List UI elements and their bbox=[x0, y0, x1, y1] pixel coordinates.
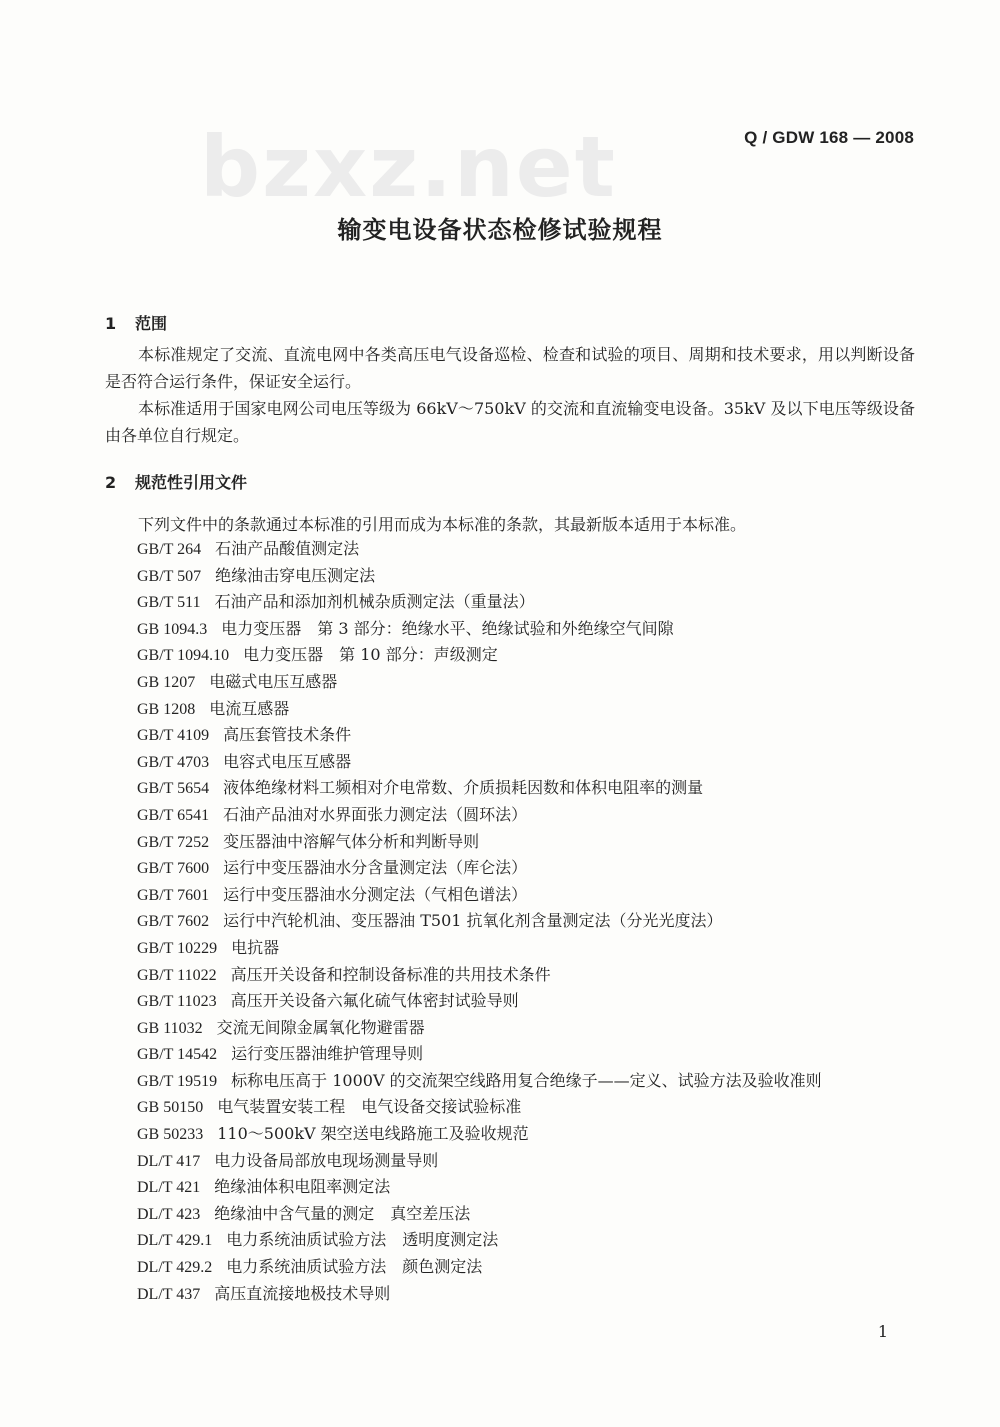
reference-code: GB/T 14542 bbox=[137, 1046, 218, 1064]
section-title: 规范性引用文件 bbox=[135, 473, 248, 492]
reference-item bbox=[137, 642, 822, 669]
reference-item bbox=[137, 1094, 822, 1121]
reference-title: 电力变压器 第 10 部分：声级测定 bbox=[243, 645, 498, 665]
reference-code: DL/T 437 bbox=[137, 1285, 201, 1303]
reference-code: GB 50233 bbox=[137, 1126, 204, 1144]
reference-item bbox=[137, 536, 822, 563]
reference-item bbox=[137, 829, 822, 856]
reference-title: 液体绝缘材料工频相对介电常数、介质损耗因数和体积电阻率的测量 bbox=[223, 778, 704, 798]
reference-item bbox=[137, 988, 822, 1015]
reference-title: 绝缘油中含气量的测定 真空差压法 bbox=[214, 1203, 471, 1223]
watermark: bzxz.net bbox=[200, 118, 617, 216]
reference-title: 高压开关设备和控制设备标准的共用技术条件 bbox=[230, 964, 551, 984]
reference-title: 石油产品酸值测定法 bbox=[215, 539, 360, 558]
reference-code: GB/T 511 bbox=[137, 594, 201, 612]
reference-title: 电流互感器 bbox=[209, 698, 290, 718]
reference-item bbox=[137, 696, 822, 723]
reference-code: GB 1208 bbox=[137, 700, 196, 718]
reference-title: 变压器油中溶解气体分析和判断导则 bbox=[223, 831, 480, 851]
reference-title: 运行中变压器油水分测定法（气相色谱法） bbox=[223, 884, 528, 904]
reference-item bbox=[137, 1068, 822, 1095]
section-1-paragraph-2: 本标准适用于国家电网公司电压等级为 66kV～750kV 的交流和直流输变电设备。35kV 及以下电压等级设备由各单位自行规定。 bbox=[105, 399, 915, 445]
reference-code: GB/T 4703 bbox=[137, 753, 210, 771]
reference-item bbox=[137, 855, 822, 882]
reference-item bbox=[137, 1174, 822, 1201]
reference-title: 电力设备局部放电现场测量导则 bbox=[214, 1150, 439, 1170]
reference-title: 标称电压高于 1000V 的交流架空线路用复合绝缘子——定义、试验方法及验收准则 bbox=[231, 1070, 822, 1090]
reference-code: GB/T 7600 bbox=[137, 860, 210, 878]
reference-code: GB/T 19519 bbox=[137, 1072, 218, 1090]
reference-title: 交流无间隙金属氧化物避雷器 bbox=[216, 1017, 425, 1037]
reference-item bbox=[137, 563, 822, 590]
reference-code: GB/T 1094.10 bbox=[137, 647, 230, 665]
reference-item bbox=[137, 908, 822, 935]
reference-code: GB/T 11023 bbox=[137, 993, 217, 1011]
reference-item bbox=[137, 589, 822, 616]
reference-code: DL/T 423 bbox=[137, 1205, 201, 1223]
reference-code: DL/T 429.2 bbox=[137, 1259, 213, 1277]
reference-item bbox=[137, 722, 822, 749]
reference-title: 运行中汽轮机油、变压器油 T501 抗氧化剂含量测定法（分光光度法） bbox=[223, 911, 723, 931]
reference-code: GB/T 7252 bbox=[137, 833, 210, 851]
reference-title: 电力变压器 第 3 部分：绝缘水平、绝缘试验和外绝缘空气间隙 bbox=[221, 618, 674, 638]
reference-title: 电气装置安装工程 电气设备交接试验标准 bbox=[217, 1097, 522, 1117]
section-2-heading bbox=[105, 470, 247, 493]
reference-item bbox=[137, 669, 822, 696]
reference-item bbox=[137, 1254, 822, 1281]
reference-item bbox=[137, 1281, 822, 1308]
reference-code: GB 1094.3 bbox=[137, 620, 208, 638]
reference-item bbox=[137, 1148, 822, 1175]
reference-code: GB/T 264 bbox=[137, 541, 202, 558]
document-title: 输变电设备状态检修试验规程 bbox=[337, 216, 663, 244]
reference-title: 电力系统油质试验方法 透明度测定法 bbox=[226, 1230, 499, 1250]
reference-title: 高压开关设备六氟化硫气体密封试验导则 bbox=[230, 991, 519, 1011]
reference-title: 高压直流接地极技术导则 bbox=[214, 1283, 391, 1303]
reference-title: 电力系统油质试验方法 颜色测定法 bbox=[226, 1257, 483, 1277]
standard-code: Q / GDW 168 — 2008 bbox=[744, 128, 914, 147]
reference-code: GB/T 10229 bbox=[137, 939, 218, 957]
reference-title: 电抗器 bbox=[231, 937, 280, 957]
reference-code: GB/T 6541 bbox=[137, 806, 210, 824]
reference-item bbox=[137, 1227, 822, 1254]
reference-title: 绝缘油体积电阻率测定法 bbox=[214, 1177, 391, 1197]
reference-item bbox=[137, 616, 822, 643]
reference-code: GB 11032 bbox=[137, 1019, 203, 1037]
section-number: 1 bbox=[105, 314, 117, 333]
reference-item bbox=[137, 882, 822, 909]
reference-code: GB/T 5654 bbox=[137, 780, 210, 798]
reference-item bbox=[137, 775, 822, 802]
reference-code: DL/T 417 bbox=[137, 1152, 201, 1170]
page-number: 1 bbox=[877, 1322, 888, 1341]
reference-title: 绝缘油击穿电压测定法 bbox=[215, 565, 376, 585]
reference-title: 运行中变压器油水分含量测定法（库仑法） bbox=[223, 858, 528, 878]
reference-item bbox=[137, 1015, 822, 1042]
reference-code: GB 50150 bbox=[137, 1099, 204, 1117]
reference-code: GB 1207 bbox=[137, 673, 196, 691]
reference-item bbox=[137, 749, 822, 776]
reference-code: GB/T 4109 bbox=[137, 727, 210, 745]
reference-title: 石油产品和添加剂机械杂质测定法（重量法） bbox=[214, 592, 535, 612]
reference-item bbox=[137, 962, 822, 989]
reference-item bbox=[137, 1041, 822, 1068]
reference-title: 110～500kV 架空送电线路施工及验收规范 bbox=[217, 1124, 529, 1144]
reference-item bbox=[137, 802, 822, 829]
references-intro: 下列文件中的条款通过本标准的引用而成为本标准的条款，其最新版本适用于本标准。 bbox=[138, 515, 747, 534]
section-1-paragraph-1: 本标准规定了交流、直流电网中各类高压电气设备巡检、检查和试验的项目、周期和技术要求，用以判断设备是否符合运行条件，保证安全运行。 bbox=[105, 345, 915, 391]
reference-code: GB/T 507 bbox=[137, 567, 202, 585]
reference-title: 电磁式电压互感器 bbox=[209, 671, 338, 691]
section-title: 范围 bbox=[135, 314, 168, 333]
reference-item bbox=[137, 1201, 822, 1228]
reference-title: 高压套管技术条件 bbox=[223, 725, 352, 745]
reference-list bbox=[137, 536, 822, 1307]
section-number: 2 bbox=[105, 473, 117, 492]
reference-code: DL/T 429.1 bbox=[137, 1232, 213, 1250]
reference-code: GB/T 11022 bbox=[137, 966, 217, 984]
reference-title: 运行变压器油维护管理导则 bbox=[231, 1044, 424, 1064]
reference-code: GB/T 7601 bbox=[137, 886, 210, 904]
reference-item bbox=[137, 935, 822, 962]
section-1-heading bbox=[105, 311, 167, 334]
reference-code: GB/T 7602 bbox=[137, 913, 210, 931]
reference-item bbox=[137, 1121, 822, 1148]
reference-title: 电容式电压互感器 bbox=[223, 751, 352, 771]
reference-title: 石油产品油对水界面张力测定法（圆环法） bbox=[223, 804, 528, 824]
reference-code: DL/T 421 bbox=[137, 1179, 201, 1197]
